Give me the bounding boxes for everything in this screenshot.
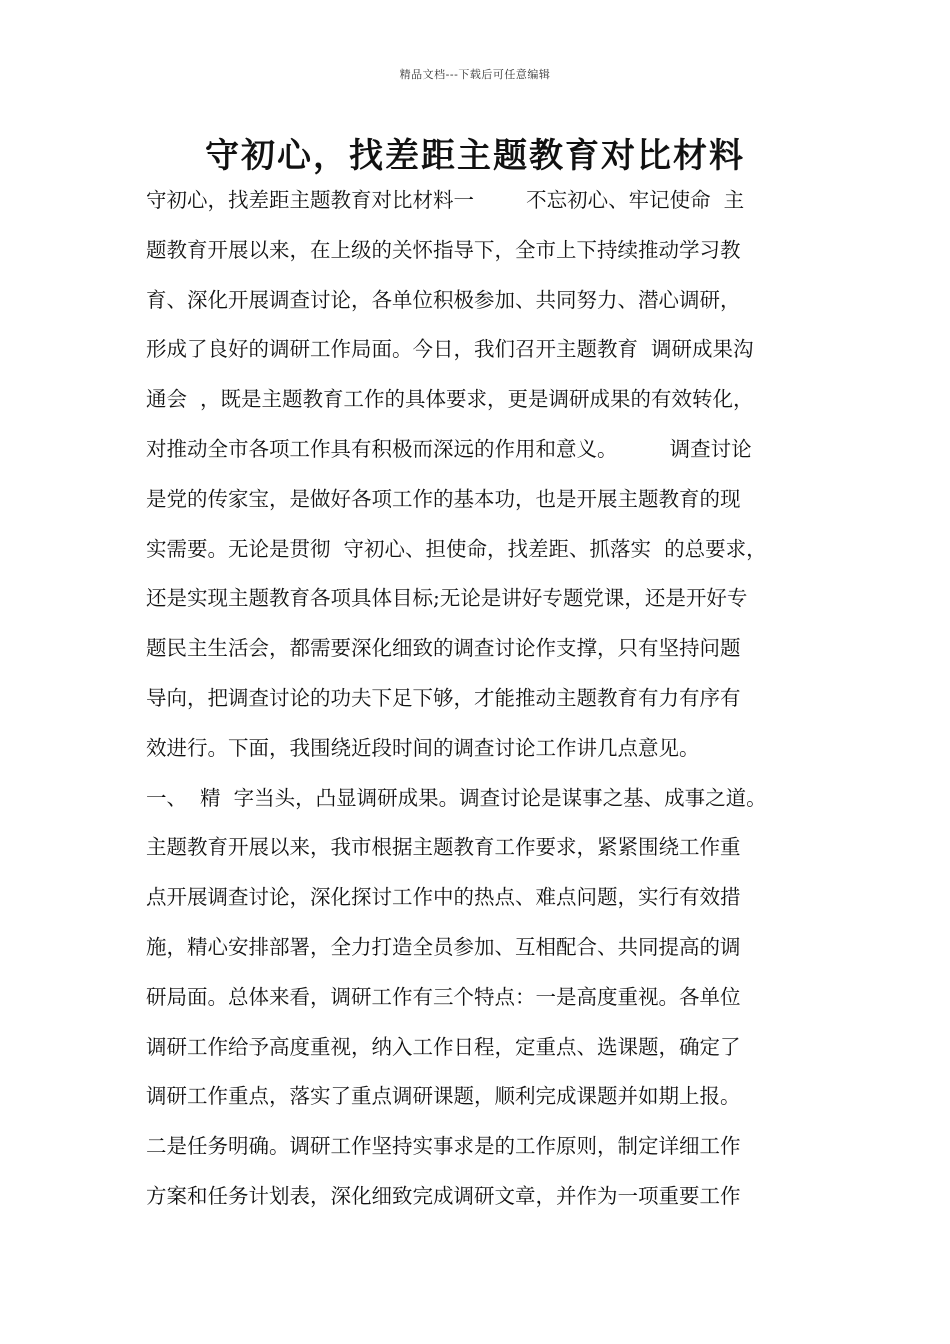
document-title: 守初心，找差距主题教育对比材料: [205, 136, 745, 176]
text-line: 是党的传家宝，是做好各项工作的基本功，也是开展主题教育的现: [146, 486, 741, 511]
text-line: 对推动全市各项工作具有积极而深远的作用和意义。 调查讨论: [146, 436, 752, 461]
text-line: 点开展调查讨论，深化探讨工作中的热点、难点问题，实行有效措: [146, 885, 741, 910]
text-line: 题教育开展以来，在上级的关怀指导下，全市上下持续推动学习教: [146, 237, 741, 262]
text-line: 育、深化开展调查讨论，各单位积极参加、共同努力、潜心调研，: [146, 287, 741, 312]
text-line: 题民主生活会，都需要深化细致的调查讨论作支撑，只有坚持问题: [146, 636, 741, 661]
text-line: 一、 精 字当头，凸显调研成果。调查讨论是谋事之基、成事之道。: [146, 785, 767, 810]
text-line: 通会 ，既是主题教育工作的具体要求，更是调研成果的有效转化，: [146, 387, 754, 412]
text-line: 方案和任务计划表，深化细致完成调研文章，并作为一项重要工作: [146, 1183, 741, 1208]
text-line: 研局面。总体来看，调研工作有三个特点：一是高度重视。各单位: [146, 984, 741, 1009]
text-line: 守初心，找差距主题教育对比材料一 不忘初心、牢记使命 主: [146, 188, 745, 212]
text-line: 二是任务明确。调研工作坚持实事求是的工作原则，制定详细工作: [146, 1134, 741, 1159]
text-line: 调研工作重点，落实了重点调研课题，顺利完成课题并如期上报。: [146, 1084, 741, 1109]
header-note: 精品文档---下载后可任意编辑: [399, 68, 551, 81]
text-line: 施，精心安排部署，全力打造全员参加、互相配合、共同提高的调: [146, 934, 741, 959]
text-line: 实需要。无论是贯彻 守初心、担使命，找差距、抓落实 的总要求，: [146, 536, 767, 561]
text-line: 导向，把调查讨论的功夫下足下够，才能推动主题教育有力有序有: [146, 685, 741, 710]
text-line: 形成了良好的调研工作局面。今日，我们召开主题教育 调研成果沟: [146, 337, 754, 362]
body-text: [146, 184, 822, 1230]
text-line: 主题教育开展以来，我市根据主题教育工作要求，紧紧围绕工作重: [146, 835, 741, 860]
text-line: 效进行。下面，我围绕近段时间的调查讨论工作讲几点意见。: [146, 735, 700, 760]
text-line: 调研工作给予高度重视，纳入工作日程，定重点、选课题，确定了: [146, 1034, 741, 1059]
text-line: 还是实现主题教育各项具体目标;无论是讲好专题党课，还是开好专: [146, 586, 748, 611]
